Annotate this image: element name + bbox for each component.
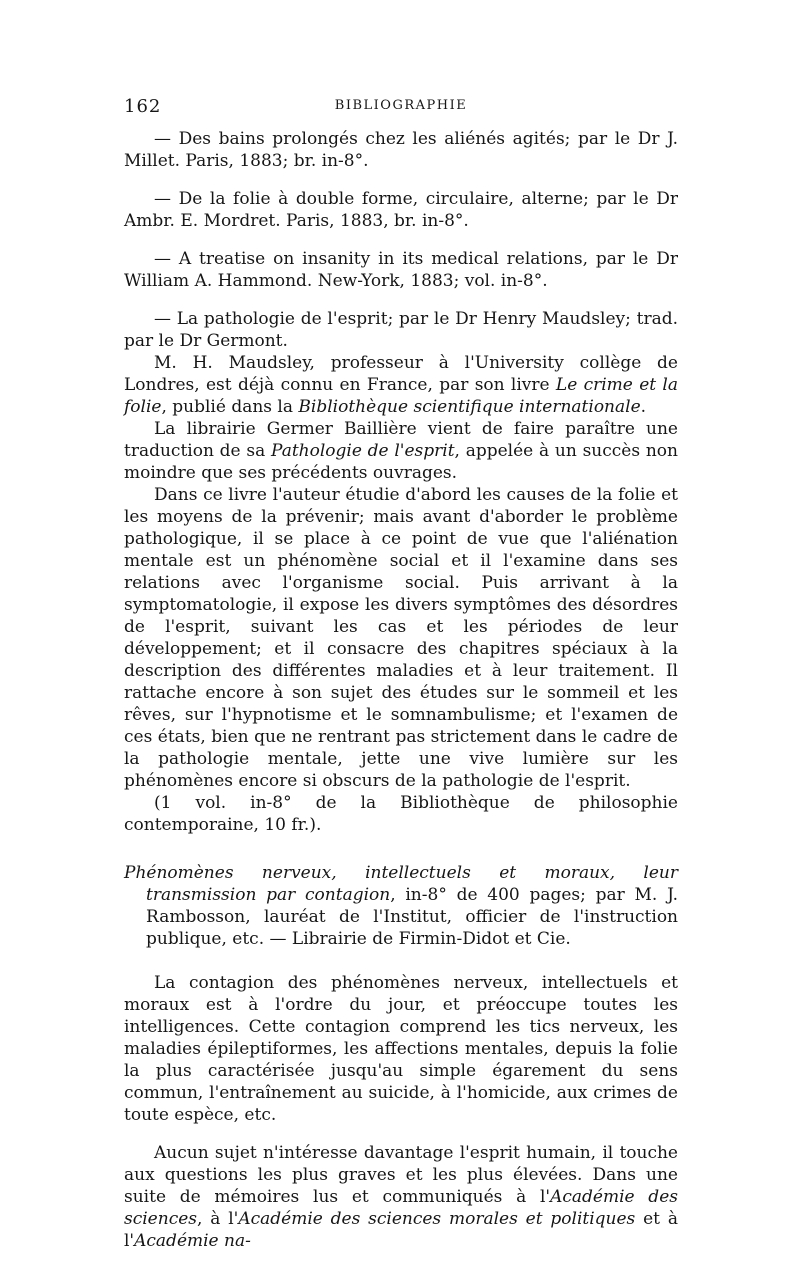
bibliography-entry-hammond: — A treatise on insanity in its medical relations, par le Dr William A. Hammond. New-York, 1883; vol. in-8°.	[124, 249, 678, 291]
institution-name: Académie na-	[134, 1231, 251, 1251]
page-number: 162	[124, 96, 162, 117]
review-paragraph: Dans ce livre l'auteur étudie d'abord les causes de la folie et les moyens de la prévenir; mais avant d'aborder le problème pathologique, il se place à ce point de vue que l'aliénation mentale est un phénomène social et il l'examine dans ses relations avec l'organisme social. Puis arrivant à la symptomatologie, il expose les divers symptômes des désordres de l'esprit, suivant les cas et les périodes de leur développement; et il consacre des chapitres spéciaux à la description des différentes maladies et à leur traitement. Il rattache encore à son sujet des études sur le sommeil et les rêves, sur l'hypnotisme et le somnambulisme; et l'examen de ces états, bien que ne rentrant pas strictement dans le cadre de la pathologie mentale, jette une vive lumière sur les phénomènes encore si obscurs de la pathologie de l'esprit.	[124, 485, 678, 791]
publication-note: (1 vol. in-8° de la Bibliothèque de philosophie contemporaine, 10 fr.).	[124, 793, 678, 835]
book-title: Pathologie de l'esprit	[271, 441, 455, 461]
bibliography-entry-rambosson	[124, 862, 678, 950]
running-head	[124, 96, 678, 120]
review-text: , à l'	[197, 1209, 239, 1229]
series-title: Bibliothèque scientifique internationale	[298, 397, 641, 417]
review-paragraph: La contagion des phénomènes nerveux, intellectuels et moraux est à l'ordre du jour, et préoccupe toutes les intelligences. Cette contagion comprend les tics nerveux, les maladies épileptiformes, les affections mentales, depuis la folie la plus caractérisée jusqu'au simple égarement du sens commun, l'entraînement au suicide, à l'homicide, aux crimes de toute espèce, etc.	[124, 973, 678, 1125]
review-text: M. H. Maudsley, professeur à l'University collège de Londres, est déjà connu en France, par son livre	[124, 353, 678, 395]
bibliography-entry-maudsley: — La pathologie de l'esprit; par le Dr Henry Maudsley; trad. par le Dr Germont.	[124, 309, 678, 351]
review-paragraph	[124, 418, 678, 484]
review-paragraph	[124, 352, 678, 418]
maudsley-review	[124, 352, 678, 836]
entry-details: , in-8° de 400 pages; par M. J. Rambosson, lauréat de l'Institut, officier de l'instruction publique, etc. — Librairie de Firmin-Didot et Cie.	[146, 885, 678, 949]
review-text: La librairie Germer Baillière vient de faire paraître une traduction de sa	[124, 419, 678, 461]
book-title: Phénomènes nerveux, intellectuels et moraux, leur transmission par contagion	[124, 863, 678, 905]
review-text: .	[640, 397, 647, 417]
institution-name: Académie des sciences	[124, 1187, 678, 1229]
review-text: et à l'	[124, 1209, 678, 1251]
running-title: BIBLIOGRAPHIE	[334, 98, 468, 113]
rambosson-review	[124, 972, 678, 1252]
bibliography-entry-mordret: — De la folie à double forme, circulaire, alterne; par le Dr Ambr. E. Mordret. Paris, 1883, br. in-8°.	[124, 189, 678, 231]
bibliography-entry-millet: — Des bains prolongés chez les aliénés agités; par le Dr J. Millet. Paris, 1883; br. in-8°.	[124, 129, 678, 171]
review-text: , appelée à un succès non moindre que ses précédents ouvrages.	[124, 441, 678, 483]
review-text: Aucun sujet n'intéresse davantage l'esprit humain, il touche aux questions les plus graves et les plus élevées. Dans une suite de mémoires lus et communiqués à l'	[124, 1143, 678, 1207]
book-title: Le crime et la folie	[124, 375, 678, 417]
institution-name: Académie des sciences morales et politiques	[238, 1209, 636, 1229]
review-paragraph	[124, 1142, 678, 1252]
review-text: , publié dans la	[161, 397, 299, 417]
